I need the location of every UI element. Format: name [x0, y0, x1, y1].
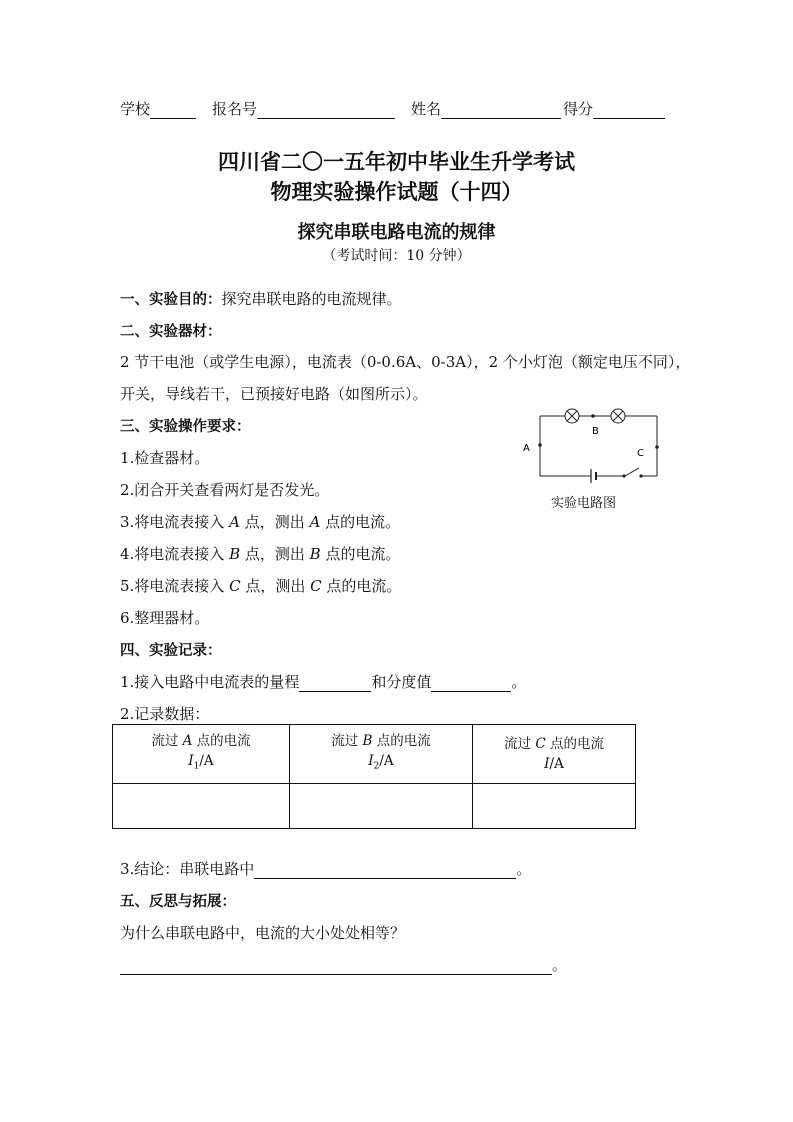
reflection-answer-field[interactable] [120, 958, 552, 975]
circuit-caption: 实验电路图 [551, 496, 617, 511]
switch-pivot [622, 474, 625, 477]
point-a: A [309, 513, 321, 531]
point-b: B [309, 545, 321, 563]
step-4-text-end: 点的电流。 [320, 545, 401, 563]
switch-contact [639, 474, 642, 477]
school-label: 学校 [120, 100, 151, 118]
reflection-answer-line [120, 954, 567, 975]
cell-current-b[interactable] [290, 784, 473, 829]
col-a-text: 流过 [151, 733, 183, 750]
reflection-question: 为什么串联电路中，电流的大小处处相等？ [120, 924, 406, 942]
step-3-text-mid: 点，测出 [239, 513, 310, 531]
col-header-b [290, 725, 473, 784]
record-item-2: 2.记录数据： [120, 705, 210, 723]
range-label: 1.接入电路中电流表的量程 [120, 673, 300, 691]
procedure-heading: 三、实验操作要求： [120, 419, 251, 435]
point-c: C [310, 577, 322, 595]
col-c-unit: /A [549, 756, 564, 772]
procedure-step-1: 1.检查器材。 [120, 449, 210, 467]
purpose-text: 探究串联电路的电流规律。 [221, 290, 402, 308]
col-c-symbol: I [544, 756, 550, 772]
col-a-unit: /A [199, 753, 214, 770]
col-b-unit: /A [379, 753, 394, 770]
node-b [591, 414, 595, 418]
col-b-text-end: 点的电流 [372, 733, 431, 750]
purpose-heading: 一、实验目的： [120, 292, 222, 308]
procedure-step-5 [120, 575, 401, 596]
col-b-text: 流过 [331, 733, 363, 750]
col-b-symbol: I [368, 753, 374, 770]
step-5-text-end: 点的电流。 [321, 577, 402, 595]
equipment-line-2: 开关，导线若干，已预接好电路（如图所示）。 [120, 385, 428, 403]
col-a-symbol: I [188, 753, 194, 770]
conclusion-field[interactable] [254, 862, 516, 879]
node-a [538, 443, 542, 447]
cell-current-a[interactable] [113, 784, 290, 829]
exam-time: （考试时间：10 分钟） [322, 248, 471, 264]
step-3-text: 3.将电流表接入 [120, 513, 230, 531]
step-4-text: 4.将电流表接入 [120, 545, 230, 563]
name-label: 姓名 [411, 100, 442, 118]
record-item-3 [120, 858, 531, 879]
step-4-text-mid: 点，测出 [240, 545, 310, 563]
procedure-step-6: 6.整理器材。 [120, 609, 210, 627]
table-header-row [113, 725, 636, 784]
procedure-step-2: 2.闭合开关查看两灯是否发光。 [120, 481, 330, 499]
score-label: 得分 [563, 100, 594, 118]
col-a-subscript: 1 [193, 761, 200, 772]
equipment-heading: 二、实验器材： [120, 324, 222, 340]
label-b: B [592, 426, 599, 437]
name-field[interactable] [441, 103, 561, 119]
exam-subtitle: 物理实验操作试题（十四） [270, 180, 523, 204]
range-field[interactable] [299, 675, 371, 692]
node-c [655, 445, 659, 449]
step-5-text-mid: 点，测出 [240, 577, 311, 595]
candidate-info-line [120, 98, 665, 119]
division-label: 和分度值 [371, 673, 432, 691]
reflection-heading: 五、反思与拓展： [120, 894, 236, 910]
label-a: A [523, 443, 530, 454]
table-row [113, 784, 636, 829]
score-field[interactable] [593, 103, 665, 119]
point-c: C [229, 577, 241, 595]
col-header-c [473, 725, 636, 784]
col-c-text: 流过 [504, 736, 536, 752]
experiment-topic: 探究串联电路电流的规律 [297, 222, 496, 243]
col-a-text-end: 点的电流 [192, 733, 251, 750]
section-purpose [120, 288, 402, 309]
col-a-point: A [182, 733, 193, 750]
period: 。 [516, 860, 532, 878]
equipment-line-1: 2 节干电池（或学生电源），电流表（0-0.6A、0-3A），2 个小灯泡（额定电压不同）， [120, 353, 691, 371]
col-c-text-end: 点的电流 [545, 736, 604, 752]
col-b-point: B [362, 733, 373, 750]
step-3-text-end: 点的电流。 [320, 513, 401, 531]
school-field[interactable] [150, 103, 196, 119]
record-heading: 四、实验记录： [120, 643, 222, 659]
col-c-point: C [535, 736, 546, 752]
data-table [112, 724, 636, 829]
period: 。 [511, 673, 527, 691]
division-field[interactable] [431, 675, 511, 692]
col-header-a [113, 725, 290, 784]
col-b-subscript: 2 [373, 761, 380, 772]
switch-blade [625, 468, 639, 476]
cell-current-c[interactable] [473, 784, 636, 829]
exam-title: 四川省二〇一五年初中毕业生升学考试 [218, 150, 575, 174]
procedure-step-4 [120, 543, 400, 564]
label-c: C [637, 448, 644, 459]
period: 。 [552, 956, 568, 974]
step-5-text: 5.将电流表接入 [120, 577, 230, 595]
regno-label: 报名号 [212, 100, 258, 118]
regno-field[interactable] [257, 103, 395, 119]
procedure-step-3 [120, 511, 400, 532]
point-b: B [229, 545, 241, 563]
conclusion-label: 3.结论：串联电路中 [120, 860, 255, 878]
record-item-1 [120, 671, 526, 692]
point-a: A [229, 513, 240, 531]
